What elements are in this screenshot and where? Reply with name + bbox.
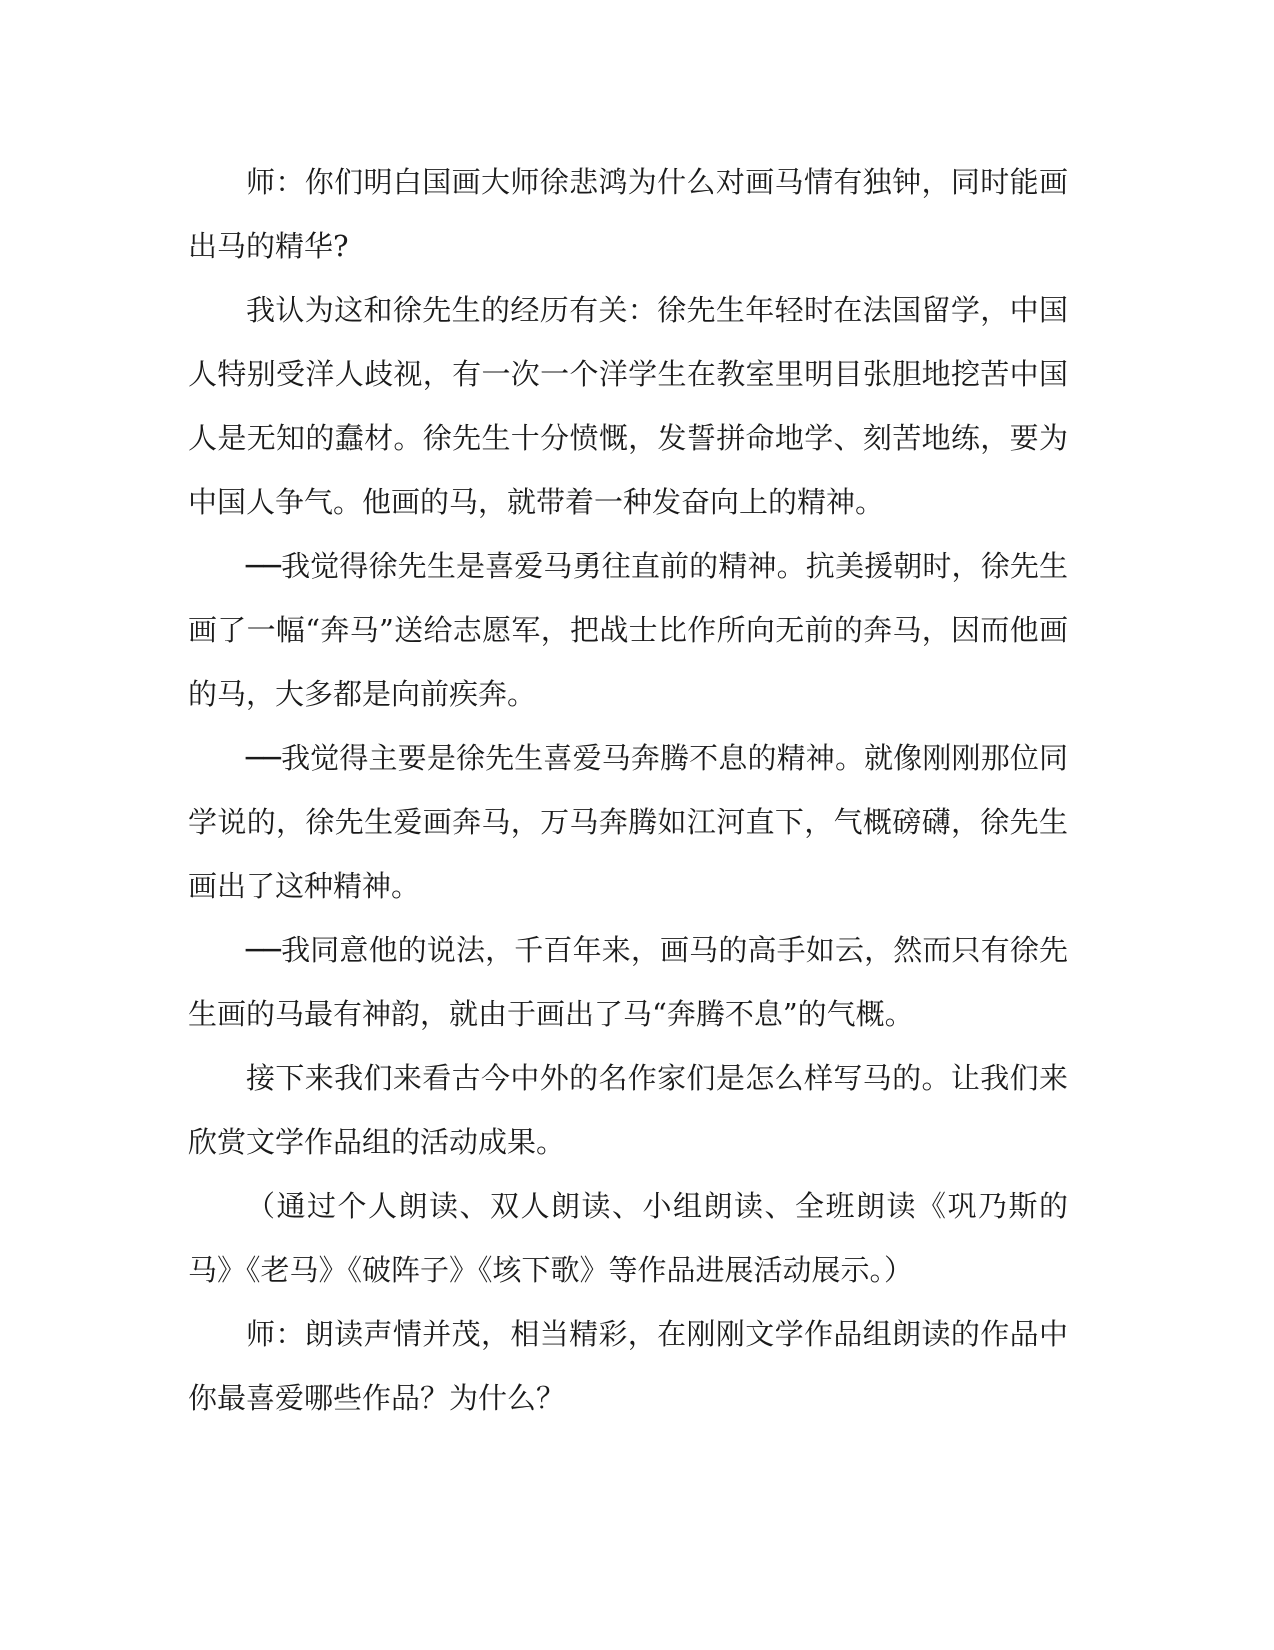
paragraph-student-answer-2: ──我觉得徐先生是喜爱马勇往直前的精神。抗美援朝时，徐先生画了一幅“奔马”送给志愿军，把战士比作所向无前的奔马，因而他画的马，大多都是向前疾奔。 (188, 549, 1068, 711)
paragraph-transition: 接下来我们来看古今中外的名作家们是怎么样写马的。让我们来欣赏文学作品组的活动成果。 (188, 1061, 1068, 1159)
paragraph-teacher-question: 师：你们明白国画大师徐悲鸿为什么对画马情有独钟，同时能画出马的精华? (188, 165, 1068, 263)
paragraph-activity-note: （通过个人朗读、双人朗读、小组朗读、全班朗读《巩乃斯的马》《老马》《破阵子》《垓下歌》等作品进展活动展示。） (188, 1189, 1068, 1287)
paragraph-student-answer-1: 我认为这和徐先生的经历有关：徐先生年轻时在法国留学，中国人特别受洋人歧视，有一次一个洋学生在教室里明目张胆地挖苦中国人是无知的蠢材。徐先生十分愤慨，发誓拼命地学、刻苦地练，要为中国人争气。他画的马，就带着一种发奋向上的精神。 (188, 293, 1068, 519)
paragraph-student-answer-3: ──我觉得主要是徐先生喜爱马奔腾不息的精神。就像刚刚那位同学说的，徐先生爱画奔马，万马奔腾如江河直下，气概磅礴，徐先生画出了这种精神。 (188, 741, 1068, 903)
paragraph-student-answer-4: ──我同意他的说法，千百年来，画马的高手如云，然而只有徐先生画的马最有神韵，就由于画出了马“奔腾不息”的气概。 (188, 933, 1068, 1031)
document-body (188, 150, 1068, 1430)
paragraph-teacher-followup: 师：朗读声情并茂，相当精彩，在刚刚文学作品组朗读的作品中你最喜爱哪些作品？为什么？ (188, 1317, 1068, 1415)
